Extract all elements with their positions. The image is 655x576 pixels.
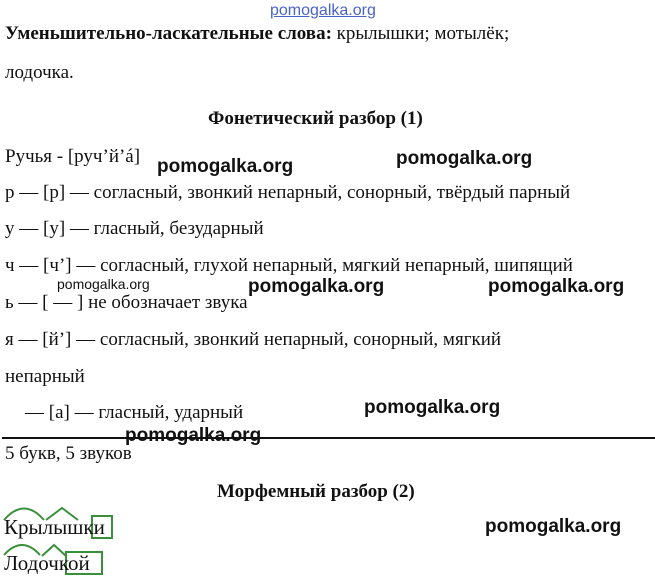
watermark: pomogalka.org — [125, 425, 262, 446]
diminutive-words: крылышки; мотылёк; — [331, 23, 510, 44]
phonetic-line-soft-sign: ь — [ — ] не обозначает звука — [5, 292, 248, 313]
watermark: pomogalka.org — [488, 276, 625, 297]
phonetic-line-u: у — [у] — гласный, безударный — [5, 218, 264, 239]
watermark: pomogalka.org — [157, 156, 294, 177]
diminutive-line-2: лодочка. — [5, 62, 74, 83]
phonetic-line-ya-cont: непарный — [5, 366, 85, 387]
watermark: pomogalka.org — [57, 276, 150, 292]
phonetic-heading: Фонетический разбор (1) — [208, 108, 423, 129]
phonetic-line-a: — [а] — гласный, ударный — [25, 402, 244, 423]
watermark: pomogalka.org — [364, 397, 501, 418]
watermark-top: pomogalka.org — [270, 2, 376, 19]
watermark: pomogalka.org — [396, 148, 533, 169]
watermark: pomogalka.org — [485, 516, 622, 537]
phonetic-line-r: р — [р] — согласный, звонкий непарный, сонорный, твёрдый парный — [5, 182, 571, 203]
phonetic-line-ya: я — [й’] — согласный, звонкий непарный, сонорный, мягкий — [5, 329, 502, 350]
phonetic-summary: 5 букв, 5 звуков — [5, 443, 132, 464]
phonetic-word: Ручья - [руч’й’á] — [5, 146, 141, 167]
morph-word-1: Крылышки — [4, 515, 105, 539]
morphemic-heading: Морфемный разбор (2) — [217, 481, 415, 502]
diminutive-label: Уменьшительно-ласкательные слова: — [5, 23, 332, 44]
phonetic-line-ch: ч — [ч’] — согласный, глухой непарный, мягкий непарный, шипящий — [5, 255, 573, 276]
morph-word-2: Лодочкой — [4, 551, 90, 575]
watermark: pomogalka.org — [248, 276, 385, 297]
